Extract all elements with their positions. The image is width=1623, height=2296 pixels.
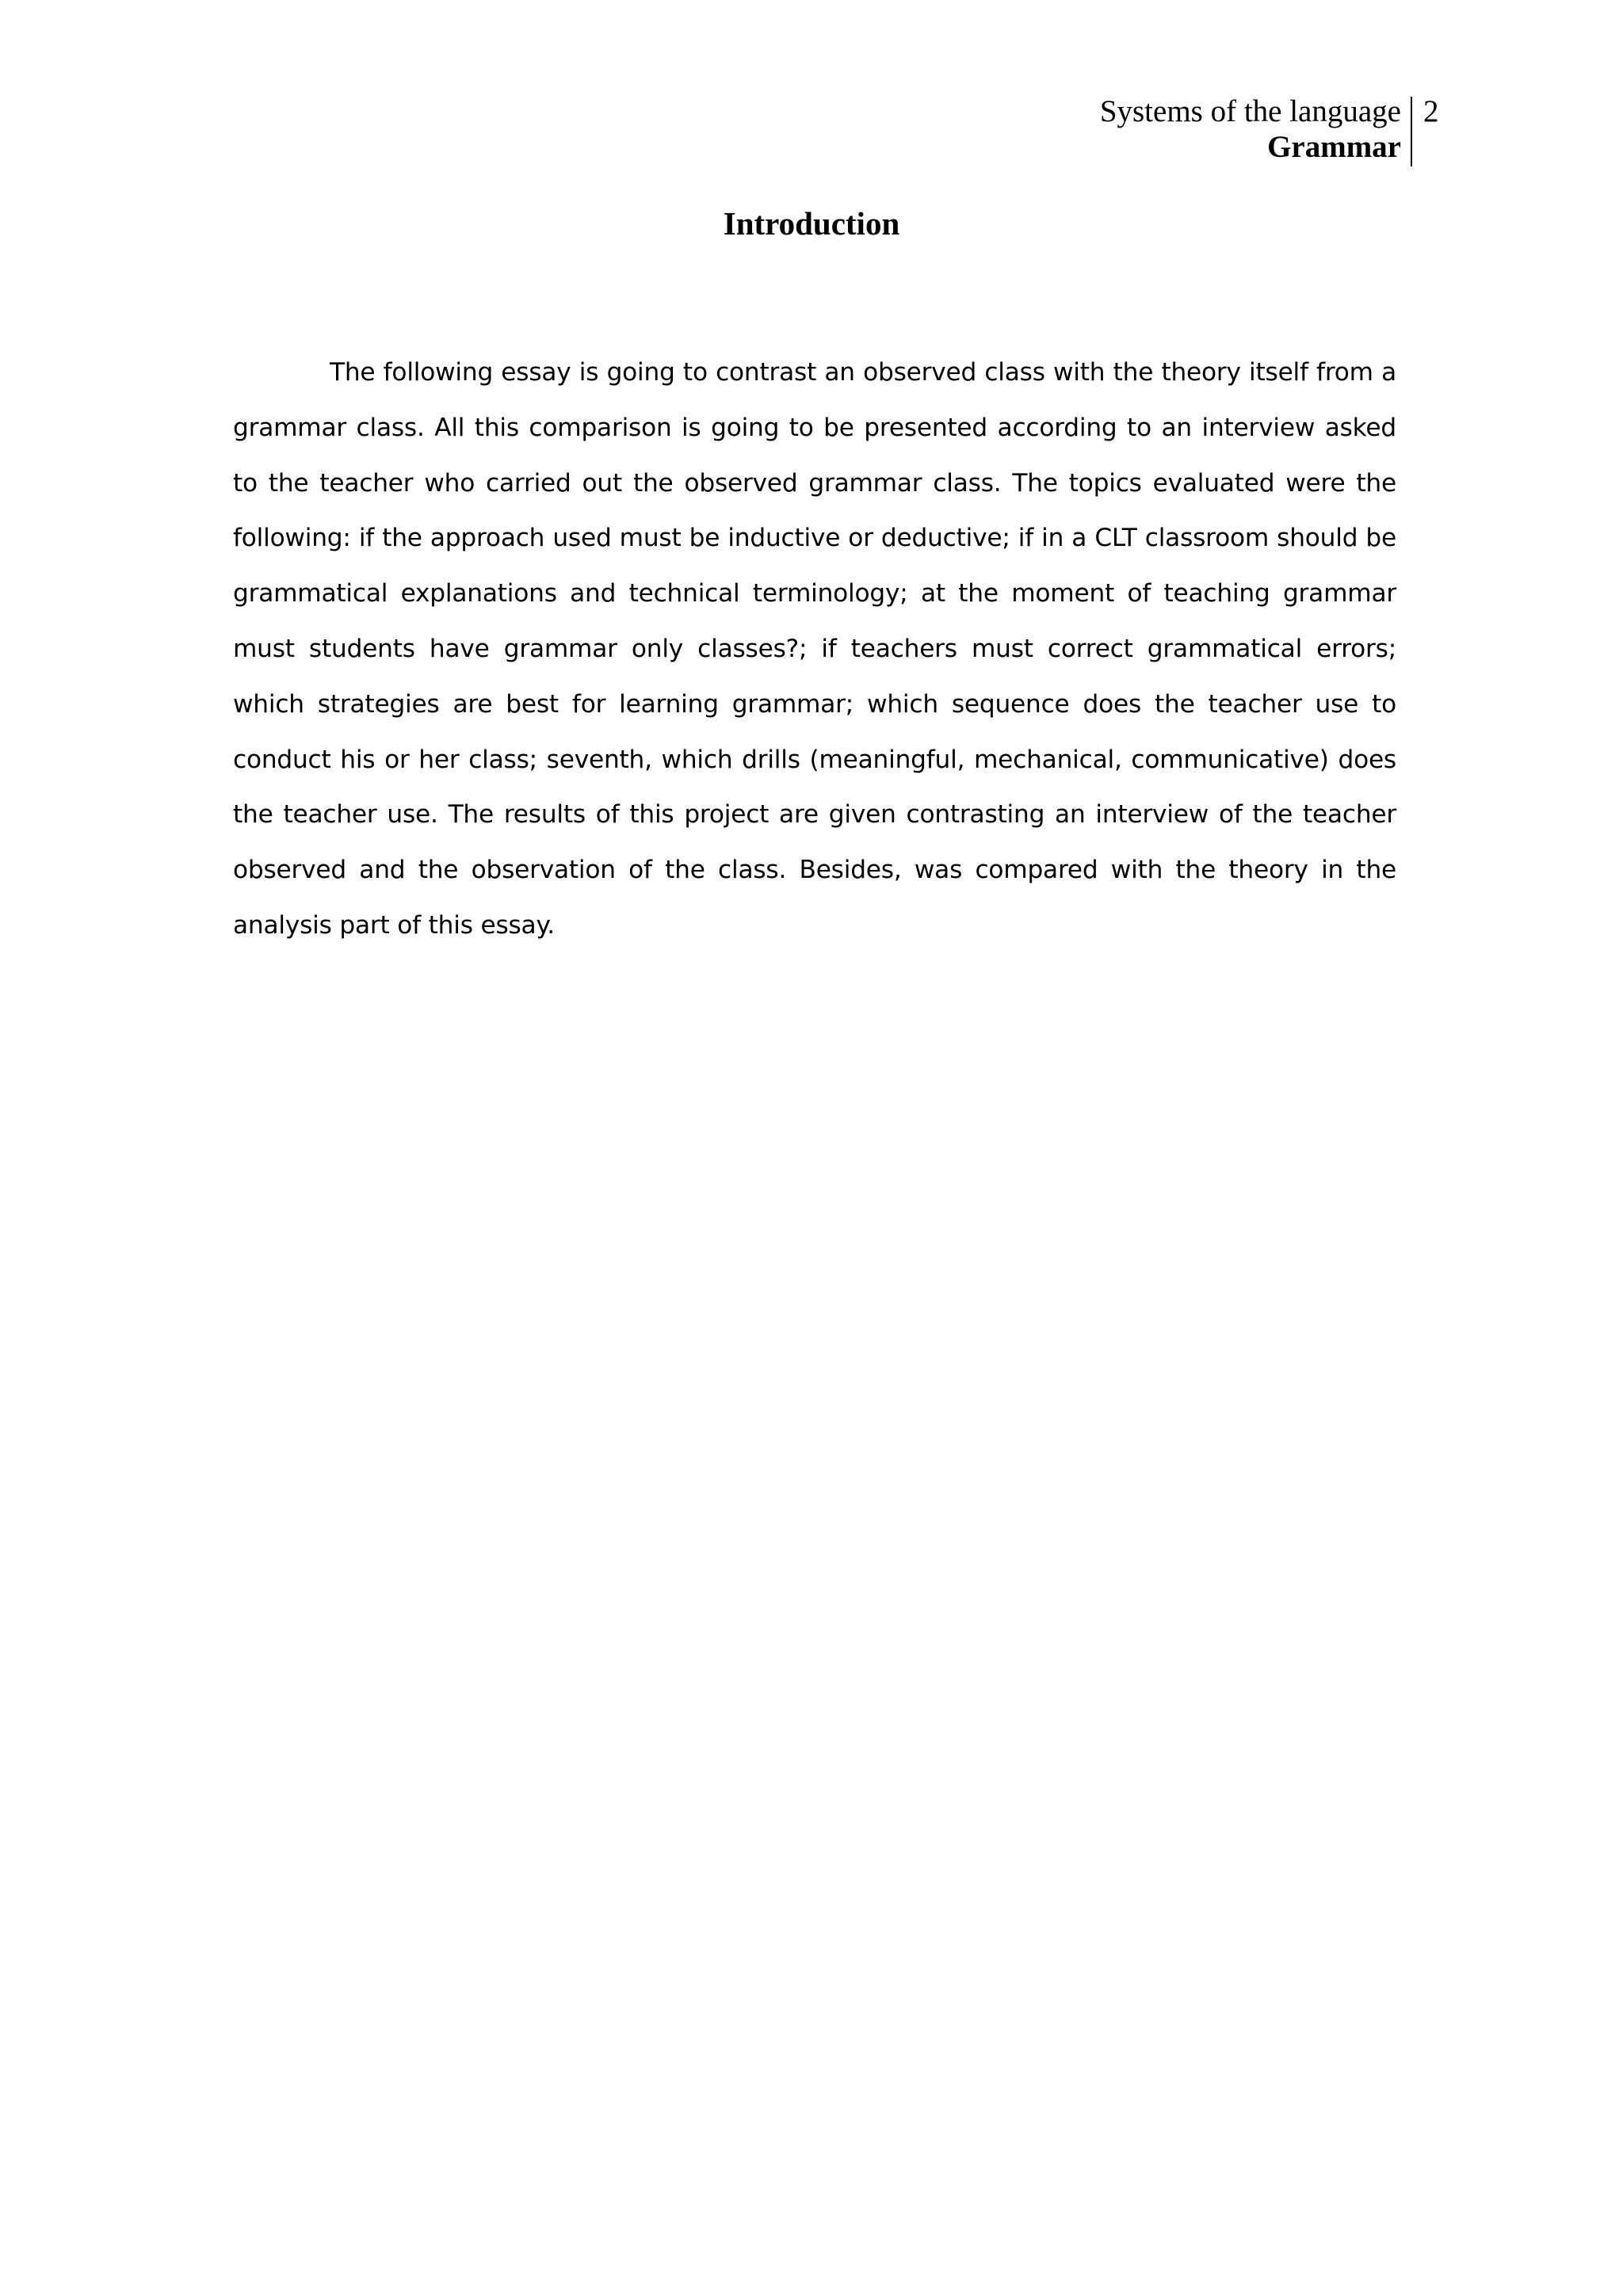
section-title: Introduction — [723, 205, 900, 242]
header-divider — [1411, 97, 1412, 166]
running-subtitle: Grammar — [1267, 130, 1401, 164]
running-title: Systems of the language — [1099, 94, 1401, 128]
body-paragraph: The following essay is going to contrast an observed class with the theory itself from a grammar class. All this comparison is going to be presented according to an interview asked to the teacher who carried out the observed grammar class. The topics evaluated were the following: if the approach used must be inductive or deductive; if in a CLT classroom should be grammatical explanations and technical terminology; at the moment of teaching grammar must students have grammar only classes?; if teachers must correct grammatical errors; which strategies are best for learning grammar; which sequence does the teacher use to conduct his or her class; seventh, which drills (meaningful, mechanical, communicative) does the teacher use. The results of this project are given contrasting an interview of the teacher observed and the observation of the class. Besides, was compared with the theory in the analysis part of this essay. — [233, 358, 1396, 940]
running-header — [1100, 93, 1401, 165]
page-number: 2 — [1423, 94, 1439, 128]
